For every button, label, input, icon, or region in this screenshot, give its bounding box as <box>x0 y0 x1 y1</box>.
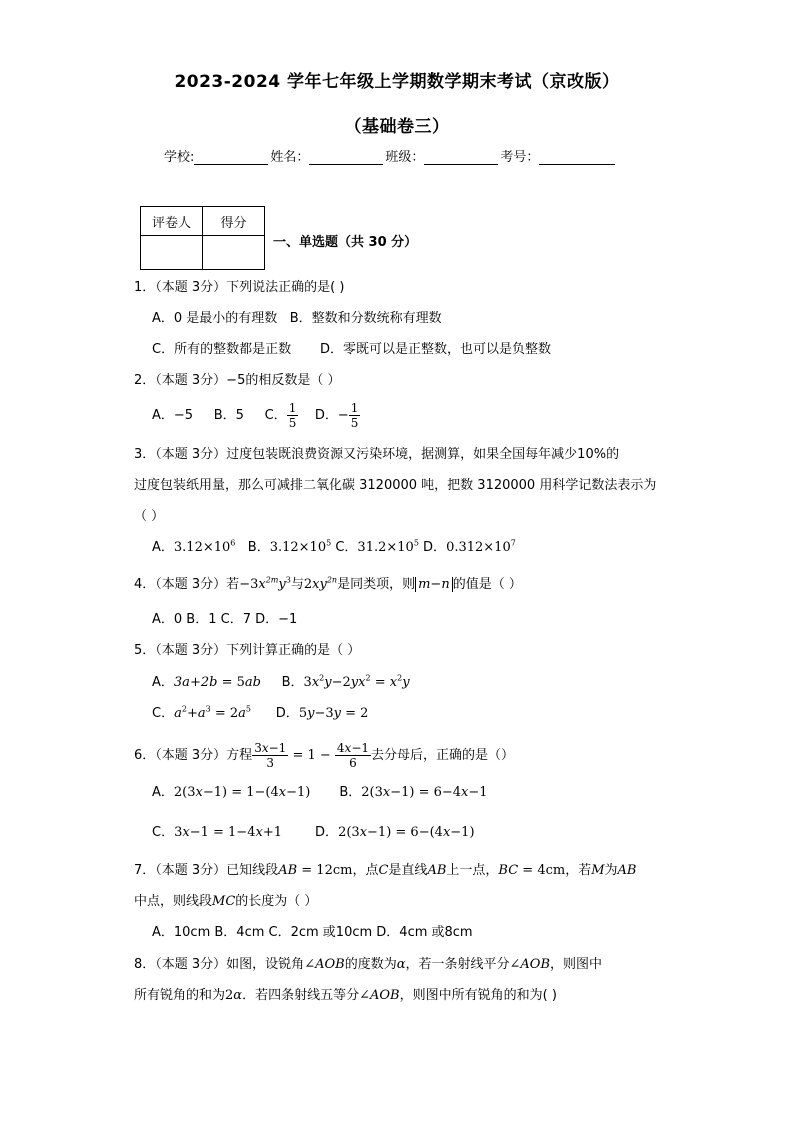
q2-option-b[interactable]: B．5 <box>213 408 244 423</box>
score-cell[interactable] <box>203 236 265 270</box>
class-label: 班级： <box>385 150 425 165</box>
score-table <box>140 206 265 270</box>
q8-line2: 所有锐角的和为2α．若四条射线五等分∠AOB，则图中所有锐角的和为( ) <box>134 988 557 1003</box>
q6-fraction-right: $\frac{4x-1}{6}$ <box>336 741 370 770</box>
q5-option-a[interactable]: A．3a+2b = 5ab <box>152 675 261 690</box>
q1-option-c[interactable]: C．所有的整数都是正数 <box>152 342 292 357</box>
score-header: 得分 <box>203 207 265 236</box>
q1-option-a[interactable]: A．0 是最小的有理数 <box>152 311 278 326</box>
q6-options-row1 <box>152 784 488 802</box>
reviewer-header: 评卷人 <box>141 207 203 236</box>
q8-line1: 8．（本题 3分）如图，设锐角∠AOB的度数为α，若一条射线平分∠AOB，则图中 <box>134 957 603 972</box>
q6-option-d[interactable]: D．2(3x−1) = 6−(4x−1) <box>315 825 475 840</box>
q5-option-c[interactable]: C．$a^2+a^3 = 2a^5$ <box>152 704 251 721</box>
q6-option-b[interactable]: B．2(3x−1) = 6−4x−1 <box>339 785 488 800</box>
q2-options <box>152 401 360 430</box>
name-field[interactable] <box>309 150 383 165</box>
q5-option-b[interactable]: B．$3x^2y-2yx^2 = x^2y$ <box>281 673 410 690</box>
q4-options[interactable]: A．0 B．1 C．7 D．−1 <box>152 612 298 627</box>
q3-option-b[interactable]: B．$3.12\times 10^5$ <box>247 538 332 555</box>
q2-stem: 2．（本题 3分）−5的相反数是（ ） <box>134 373 341 388</box>
exam-subtitle: （基础卷三） <box>344 117 450 137</box>
q3-option-d[interactable]: D．$0.312\times 10^7$ <box>423 538 516 555</box>
school-field[interactable] <box>194 150 268 165</box>
q1-option-d[interactable]: D．零既可以是正整数，也可以是负整数 <box>320 342 552 357</box>
q7-line2: 中点，则线段MC的长度为（ ） <box>134 894 318 909</box>
id-field[interactable] <box>539 150 615 165</box>
class-field[interactable] <box>424 150 498 165</box>
q6-option-c[interactable]: C．3x−1 = 1−4x+1 <box>152 825 282 840</box>
q4-stem: 4．（本题 3分）若$-3x^{2m}y^3$与$2xy^{2n}$是同类项，则 m−n 的值是（ ） <box>134 575 522 592</box>
q7-options[interactable]: A．10cm B．4cm C．2cm 或10cm D．4cm 或8cm <box>152 925 473 940</box>
q6-stem: 6．（本题 3分）方程 $\frac{3x-1}{3}$ = 1 − $\frac{4x-1}{6}$ 去分母后，正确的是（） <box>134 741 515 770</box>
school-label: 学校: <box>164 150 195 165</box>
q3-line2: 过度包装纸用量，那么可减排二氧化碳 3120000 吨，把数 3120000 用科学记数法表示为 <box>134 478 657 493</box>
q2-option-c[interactable]: C． $\frac{1}{5}$ <box>264 401 297 430</box>
q5-options-row2 <box>152 705 368 723</box>
q1-options-row2 <box>152 341 551 359</box>
section-heading: 一、单选题（共 30 分） <box>273 235 418 250</box>
q3-option-c[interactable]: C．$31.2\times 10^5$ <box>335 538 419 555</box>
q2-fraction-d: $\frac{1}{5}$ <box>350 401 359 430</box>
reviewer-cell[interactable] <box>141 236 203 270</box>
q5-options-row1 <box>152 674 410 692</box>
q2-option-a[interactable]: A．−5 <box>152 408 194 423</box>
q6-option-a[interactable]: A．2(3x−1) = 1−(4x−1) <box>152 785 311 800</box>
q7-line1: 7．（本题 3分）已知线段AB = 12cm，点C是直线AB上一点，BC = 4cm，若M为AB <box>134 863 637 878</box>
q2-fraction-c: $\frac{1}{5}$ <box>288 401 297 430</box>
q3-line1: 3．（本题 3分）过度包装既浪费资源又污染环境，据测算，如果全国每年减少10%的 <box>134 447 620 462</box>
q1-options-row1 <box>152 310 442 328</box>
q1-option-b[interactable]: B．整数和分数统称有理数 <box>289 311 442 326</box>
name-label: 姓名： <box>270 150 310 165</box>
q5-option-d[interactable]: D．5y−3y = 2 <box>275 706 369 721</box>
exam-title: 2023-2024 学年七年级上学期数学期末考试（京改版） <box>174 72 620 92</box>
q3-option-a[interactable]: A．$3.12\times 10^6$ <box>152 538 236 555</box>
q3-options <box>152 539 516 557</box>
q6-fraction-left: $\frac{3x-1}{3}$ <box>254 741 287 770</box>
q4-abs-expression: m−n <box>415 577 453 592</box>
id-label: 考号： <box>500 150 540 165</box>
q2-option-d[interactable]: D．− $\frac{1}{5}$ <box>314 401 359 430</box>
q3-line3: （ ） <box>134 509 165 524</box>
q6-options-row2 <box>152 824 475 842</box>
q5-stem: 5．（本题 3分）下列计算正确的是（ ） <box>134 643 361 658</box>
student-info-row <box>164 146 617 165</box>
q1-stem: 1．（本题 3分）下列说法正确的是( ) <box>134 280 345 295</box>
